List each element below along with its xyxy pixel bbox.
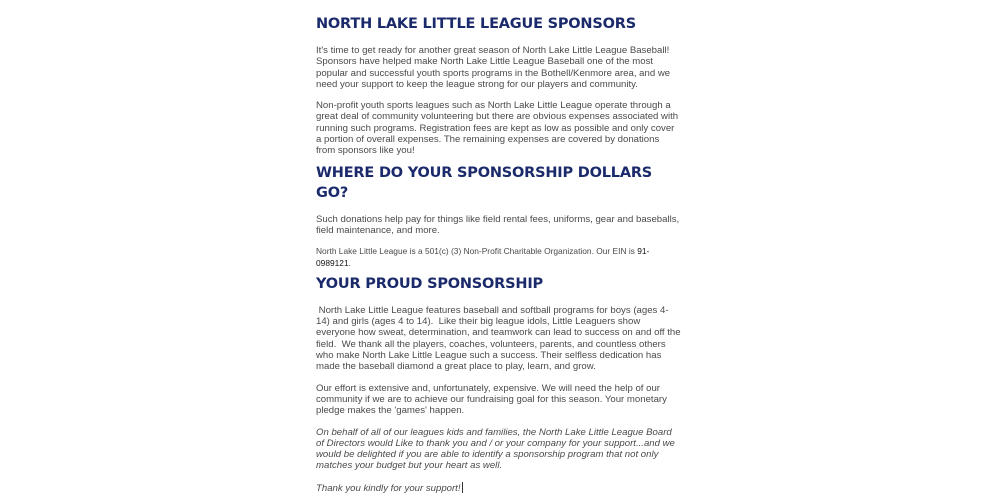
- thanks-text: Thank you kindly for your support!: [316, 482, 461, 494]
- text-cursor: [462, 482, 463, 493]
- where-paragraph: Such donations help pay for things like field rental fees, uniforms, gear and baseballs, field maintenance, and more.: [316, 213, 680, 236]
- ein-number: 91-0989121: [316, 246, 650, 268]
- proud-paragraph-2: Our effort is extensive and, unfortunately, expensive. We will need the help of our community if we are to achieve our fundraising goal for this season. Your monetary pledge makes the 'games' happen.: [316, 382, 667, 417]
- ein-text: North Lake Little League is a 501(c) (3) Non-Profit Charitable Organization. Our EIN is: [316, 246, 638, 257]
- thanks-line[interactable]: [316, 482, 681, 494]
- where-heading: WHERE DO YOUR SPONSORSHIP DOLLARS GO?: [316, 164, 653, 201]
- intro-paragraph-2: Non-profit youth sports leagues such as North Lake Little League operate through a great deal of community volunteering but there are obvious expenses associated with running such programs. Registration fees are kept as low as possible and only cover a portion of overall expenses. The remaining expenses are covered by donations from sponsors like you!: [316, 100, 679, 157]
- ein-paragraph: [316, 246, 681, 269]
- proud-heading: YOUR PROUD SPONSORSHIP: [316, 275, 543, 292]
- page-title: NORTH LAKE LITTLE LEAGUE SPONSORS: [316, 16, 636, 32]
- intro-paragraph-1: It's time to get ready for another great season of North Lake Little League Baseball! Sponsors have helped make North Lake Little League Baseball one of the most popular and successful youth sports programs in the Bothell/Kenmore area, and we need your support to keep the league strong for our players and community.: [316, 45, 671, 90]
- proud-paragraph-3: On behalf of all of our leagues kids and families, the North Lake Little League Board of Directors would Like to thank you and / or your company for your support...and we would be delighted if you are able to identify a sponsorship program that not only matches your budget but your heart as well.: [316, 426, 675, 472]
- ein-end: .: [348, 257, 351, 268]
- article-content: [316, 12, 684, 494]
- proud-paragraph-1: North Lake Little League features baseball and softball programs for boys (ages 4-14) and girls (ages 4 to 14). Like their big league idols, Little Leaguers show everyone how sweat, determination, and teamwork can lead to success on and off the field. We thank all the players, coaches, volunteers, parents, and countless others who make North Lake Little League such a success. Their selfless dedication has made the baseball diamond a great place to play, learn, and grow.: [316, 304, 684, 373]
